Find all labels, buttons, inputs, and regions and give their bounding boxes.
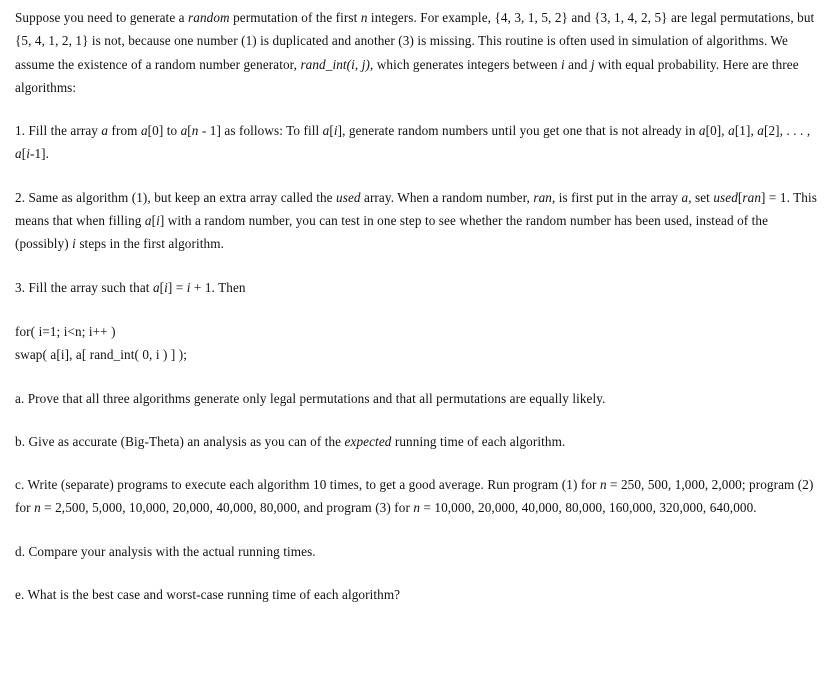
intro-italic-i: i (560, 56, 565, 72)
part-d: d. Compare your analysis with the actual running times. (15, 543, 316, 559)
part-b-text: b. Give as accurate (Big-Theta) an analysis as you can of the (15, 433, 345, 449)
spacer (15, 367, 825, 387)
algorithm-3-paragraph (15, 276, 825, 299)
algorithm-1-paragraph (15, 119, 825, 166)
algo1-italic: a (101, 123, 109, 139)
algo2-text: [ (151, 213, 157, 229)
algo2-italic: i (72, 236, 76, 252)
algo1-text: 1. Fill the array (15, 123, 102, 139)
algo1-text: [1], (734, 123, 758, 139)
algo1-italic: i (333, 123, 338, 139)
algo1-text: -1]. (29, 146, 50, 162)
algo3-text: 3. Fill the array such that (15, 279, 153, 295)
algo3-italic: a (152, 279, 160, 295)
algo3-text: [ (159, 279, 165, 295)
spacer (15, 453, 825, 473)
algo1-text: [2], . . . , (764, 123, 814, 139)
algo2-italic: ran (533, 189, 552, 205)
spacer (15, 410, 825, 430)
part-c-text: = 10,000, 20,000, 40,000, 80,000, 160,000, 320,000, 640,000. (420, 500, 757, 516)
algo1-italic: a (322, 123, 330, 139)
part-c-text: c. Write (separate) programs to execute each algorithm 10 times, to get a good average. Run program (1) for (15, 477, 600, 493)
algo2-italic: ran (742, 189, 762, 205)
spacer (15, 99, 825, 119)
algo1-italic: a (757, 123, 764, 139)
algo2-text: 2. Same as algorithm (1), but keep an extra array called the (15, 189, 337, 205)
algo3-text: + 1. Then (190, 279, 246, 295)
algo2-text: , is first put in the array (551, 189, 682, 205)
algo1-italic: a (728, 123, 735, 139)
algo2-italic: a (144, 213, 152, 229)
algo2-text: [ (737, 189, 743, 205)
part-c-text: = 2,500, 5,000, 10,000, 20,000, 40,000, 80,000, and program (3) for (40, 500, 414, 516)
algo1-italic: a (15, 146, 22, 162)
spacer (15, 256, 825, 276)
intro-paragraph (15, 6, 825, 99)
code-line-1: for( i=1; i<n; i++ ) (15, 323, 116, 339)
part-e: e. What is the best case and worst-case running time of each algorithm? (15, 587, 401, 603)
part-c-italic: n (599, 477, 607, 493)
part-b-text: running time of each algorithm. (391, 433, 566, 449)
part-b-italic: expected (344, 433, 392, 449)
algorithm-2-paragraph (15, 186, 825, 256)
part-c-italic: n (34, 500, 41, 516)
algo2-text: steps in the first algorithm. (75, 236, 224, 252)
intro-text-3: integers. For example, {4, 3, 1, 5, 2} and {3, 1, 4, 2, 5} are legal permutations, but {5, 4, 1, 2, 1} is not, because one number (1) is duplicated and another (3) is missing. This routine is often used in simulation of algorithms. We assume the existence of a random number generator, (15, 10, 818, 72)
algo2-italic: i (156, 213, 160, 229)
code-line-2: swap( a[i], a[ rand_int( 0, i ) ] ); (15, 347, 188, 363)
algo2-text: , set (688, 189, 714, 205)
spacer (15, 166, 825, 186)
algo1-text: [ (187, 123, 192, 139)
problem-document (15, 6, 825, 606)
algo1-italic: n (191, 123, 199, 139)
algo2-italic: used (336, 189, 361, 205)
algo2-italic: a (681, 189, 689, 205)
part-b (15, 430, 825, 453)
algo1-italic: a (180, 123, 188, 139)
spacer (15, 299, 825, 320)
algo3-italic: i (164, 279, 168, 295)
algo1-italic: a (698, 123, 706, 139)
algo2-text: array. When a random number, (360, 189, 534, 205)
part-a: a. Prove that all three algorithms generate only legal permutations and that all permutations are equally likely. (15, 390, 606, 406)
algo1-text: ], generate random numbers until you get one that is not already in (337, 123, 699, 139)
algo1-text: [ (329, 123, 334, 139)
intro-italic-j: j (590, 56, 595, 72)
intro-text-5: with equal probability. Here are three algorithms: (15, 56, 803, 95)
spacer (15, 563, 825, 583)
intro-text-1: Suppose you need to generate a (15, 10, 189, 25)
intro-text-2: permutation of the first (229, 10, 361, 25)
algo3-italic: i (186, 279, 191, 295)
algo1-text: from (108, 123, 141, 139)
intro-italic-random: random (188, 10, 230, 25)
algo1-text: [ (21, 146, 27, 162)
algo1-italic: i (26, 146, 30, 162)
part-c-italic: n (413, 500, 421, 516)
intro-text-4b: and (564, 56, 591, 72)
intro-text-4: , which generates integers between (369, 56, 561, 72)
algo1-text: [0], (705, 123, 729, 139)
intro-italic-n: n (360, 10, 368, 25)
algo2-text: ] = 1. This means that when filling (15, 189, 821, 229)
part-c (15, 473, 825, 520)
intro-italic-rand-int: rand_int(i, j) (300, 56, 370, 72)
algo1-text: [0] to (147, 123, 181, 139)
algo1-text: - 1] as follows: To fill (198, 123, 323, 139)
part-c-text: = 250, 500, 1,000, 2,000; program (2) for (15, 477, 817, 516)
algo2-italic: used (713, 189, 738, 205)
algo3-text: ] = (167, 279, 187, 295)
algo1-italic: a (140, 123, 148, 139)
spacer (15, 520, 825, 540)
algo2-text: ] with a random number, you can test in one step to see whether the random number has been used, instead of the (possibly) (15, 213, 772, 252)
